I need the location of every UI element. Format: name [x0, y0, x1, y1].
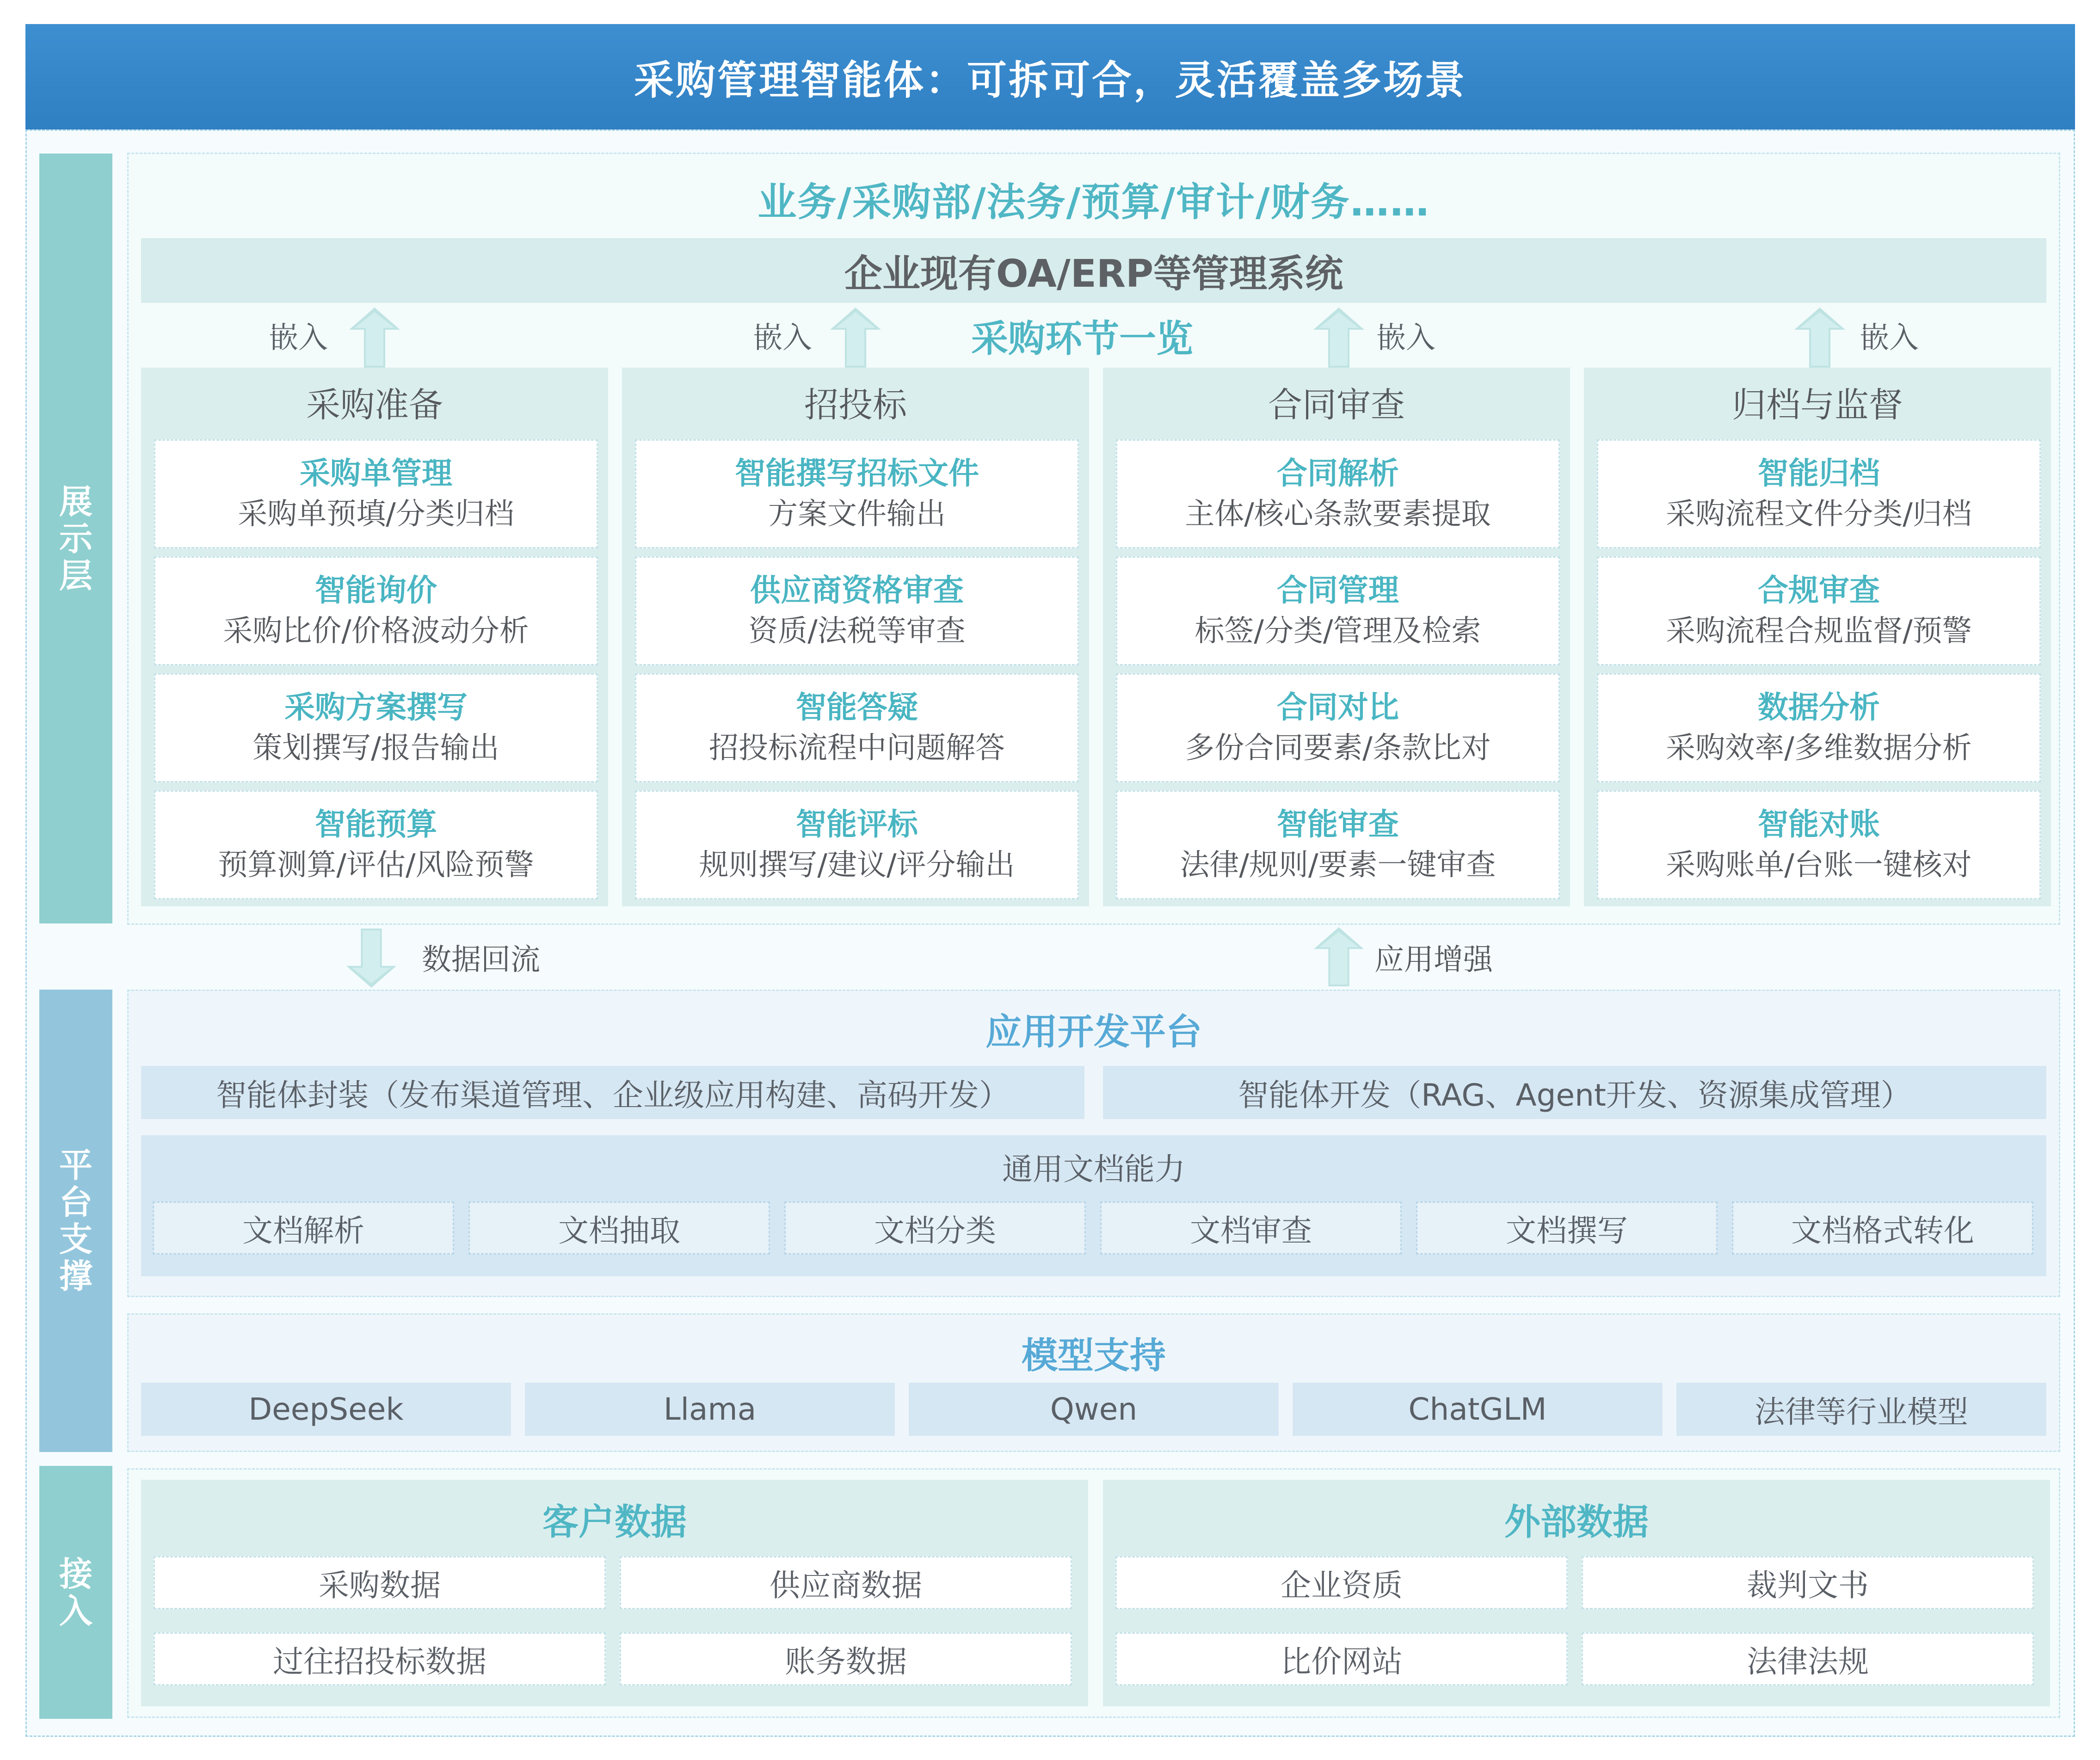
external-data-title: 外部数据	[1504, 1502, 1649, 1543]
column-title: 采购准备	[306, 385, 443, 425]
layer-label-char: 展	[59, 482, 92, 521]
up-arrow-icon	[1313, 927, 1364, 986]
card-title: 合同解析	[1277, 455, 1399, 491]
card-desc: 采购账单/台账一键核对	[1666, 848, 1972, 882]
feature-card[interactable]	[154, 439, 598, 548]
feature-card[interactable]	[154, 790, 598, 899]
layer-label-char: 层	[59, 556, 92, 595]
card-title: 智能归档	[1758, 455, 1880, 491]
layer-label-char: 台	[59, 1183, 92, 1222]
card-title: 合规审查	[1758, 572, 1880, 608]
data-source-item: 法律法规	[1582, 1632, 2034, 1686]
column-title: 归档与监督	[1732, 385, 1903, 425]
card-title: 智能审查	[1277, 806, 1399, 842]
data-source-item: 比价网站	[1115, 1632, 1568, 1686]
app-enhance-label: 应用增强	[1374, 943, 1493, 977]
column-contract-review	[1103, 368, 1570, 906]
card-title: 智能预算	[315, 806, 437, 842]
data-source-item: 过往招投标数据	[154, 1632, 606, 1686]
doc-capability-item: 文档审查	[1100, 1201, 1402, 1255]
feature-card[interactable]	[1597, 556, 2041, 665]
feature-card[interactable]	[154, 673, 598, 782]
feature-card[interactable]	[154, 556, 598, 665]
model-support-title: 模型支持	[1021, 1335, 1166, 1377]
feature-card[interactable]	[1116, 790, 1560, 899]
data-source-item: 账务数据	[620, 1632, 1072, 1686]
doc-capability-item: 文档撰写	[1416, 1201, 1718, 1255]
model-item: 法律等行业模型	[1676, 1383, 2046, 1436]
feature-card[interactable]	[635, 673, 1079, 782]
layer-label-display	[39, 154, 112, 923]
data-reflow-label: 数据回流	[422, 943, 540, 977]
customer-data-title: 客户数据	[542, 1502, 687, 1543]
embed-label: 嵌入	[1376, 321, 1435, 355]
embed-label: 嵌入	[1860, 321, 1919, 355]
data-source-item: 裁判文书	[1582, 1556, 2034, 1609]
feature-card[interactable]	[635, 439, 1079, 548]
card-desc: 标签/分类/管理及检索	[1195, 614, 1481, 648]
layer-label-access	[39, 1466, 112, 1719]
up-arrow-icon	[830, 308, 881, 368]
down-arrow-icon	[346, 929, 397, 988]
data-source-item: 供应商数据	[620, 1556, 1072, 1609]
feature-card[interactable]	[1116, 556, 1560, 665]
card-desc: 采购比价/价格波动分析	[223, 614, 529, 648]
card-desc: 策划撰写/报告输出	[252, 731, 499, 765]
layer-label-char: 示	[59, 519, 92, 558]
page-title: 采购管理智能体：可拆可合，灵活覆盖多场景	[25, 24, 2075, 129]
up-arrow-icon	[349, 308, 400, 368]
up-arrow-icon	[1313, 308, 1364, 368]
procurement-overview-title: 采购环节一览	[971, 317, 1193, 360]
erp-system-bar: 企业现有OA/ERP等管理系统	[141, 238, 2046, 303]
model-item: ChatGLM	[1293, 1383, 1663, 1436]
doc-capability-item: 文档格式转化	[1732, 1201, 2033, 1255]
card-desc: 预算测算/评估/风险预警	[218, 848, 534, 882]
card-title: 采购单管理	[300, 455, 452, 491]
column-title: 合同审查	[1268, 385, 1405, 425]
up-arrow-icon	[1794, 308, 1845, 368]
layer-label-char: 平	[59, 1146, 92, 1185]
column-bidding	[622, 368, 1089, 906]
card-desc: 主体/核心条款要素提取	[1185, 497, 1491, 531]
column-title: 招投标	[804, 385, 907, 425]
card-desc: 采购流程合规监督/预警	[1666, 614, 1972, 648]
card-title: 数据分析	[1758, 689, 1880, 725]
card-title: 智能对账	[1758, 806, 1880, 842]
embed-label: 嵌入	[269, 321, 328, 355]
card-title: 合同管理	[1277, 572, 1399, 608]
data-source-item: 采购数据	[154, 1556, 606, 1609]
layer-label-char: 接	[59, 1554, 92, 1594]
doc-capabilities-title: 通用文档能力	[1002, 1151, 1185, 1187]
data-source-item: 企业资质	[1115, 1556, 1568, 1609]
card-desc: 法律/规则/要素一键审查	[1180, 848, 1496, 882]
card-title: 采购方案撰写	[284, 689, 468, 725]
model-item: Qwen	[909, 1383, 1279, 1436]
card-desc: 规则撰写/建议/评分输出	[699, 848, 1015, 882]
card-title: 智能撰写招标文件	[735, 455, 979, 491]
layer-label-char: 撑	[59, 1257, 92, 1296]
card-desc: 招投标流程中问题解答	[709, 731, 1005, 765]
agent-packaging-bar: 智能体封装（发布渠道管理、企业级应用构建、高码开发）	[141, 1066, 1084, 1119]
card-title: 智能答疑	[796, 689, 918, 725]
business-departments: 业务/采购部/法务/预算/审计/财务……	[757, 179, 1430, 225]
doc-capability-item: 文档抽取	[468, 1201, 770, 1255]
layer-label-char: 入	[59, 1591, 92, 1631]
card-desc: 采购效率/多维数据分析	[1666, 731, 1972, 765]
app-platform-title: 应用开发平台	[985, 1011, 1202, 1053]
feature-card[interactable]	[1597, 673, 2041, 782]
card-title: 智能评标	[796, 806, 918, 842]
doc-capability-item: 文档解析	[153, 1201, 454, 1255]
card-desc: 资质/法税等审查	[748, 614, 966, 648]
feature-card[interactable]	[1116, 439, 1560, 548]
column-archive-supervision	[1584, 368, 2051, 906]
doc-capability-item: 文档分类	[784, 1201, 1086, 1255]
card-desc: 采购流程文件分类/归档	[1666, 497, 1972, 531]
feature-card[interactable]	[635, 790, 1079, 899]
model-item: Llama	[525, 1383, 895, 1436]
card-title: 智能询价	[315, 572, 437, 608]
layer-label-platform	[39, 990, 112, 1452]
card-desc: 多份合同要素/条款比对	[1185, 731, 1491, 765]
model-item: DeepSeek	[141, 1383, 511, 1436]
embed-label: 嵌入	[753, 321, 812, 355]
feature-card[interactable]	[1597, 439, 2041, 548]
agent-development-bar: 智能体开发（RAG、Agent开发、资源集成管理）	[1103, 1066, 2046, 1119]
feature-card[interactable]	[1116, 673, 1560, 782]
column-procurement-prep	[141, 368, 608, 906]
card-title: 供应商资格审查	[750, 572, 964, 608]
layer-label-char: 支	[59, 1220, 92, 1259]
feature-card[interactable]	[1597, 790, 2041, 899]
feature-card[interactable]	[635, 556, 1079, 665]
card-title: 合同对比	[1277, 689, 1399, 725]
card-desc: 方案文件输出	[768, 497, 946, 531]
card-desc: 采购单预填/分类归档	[238, 497, 514, 531]
